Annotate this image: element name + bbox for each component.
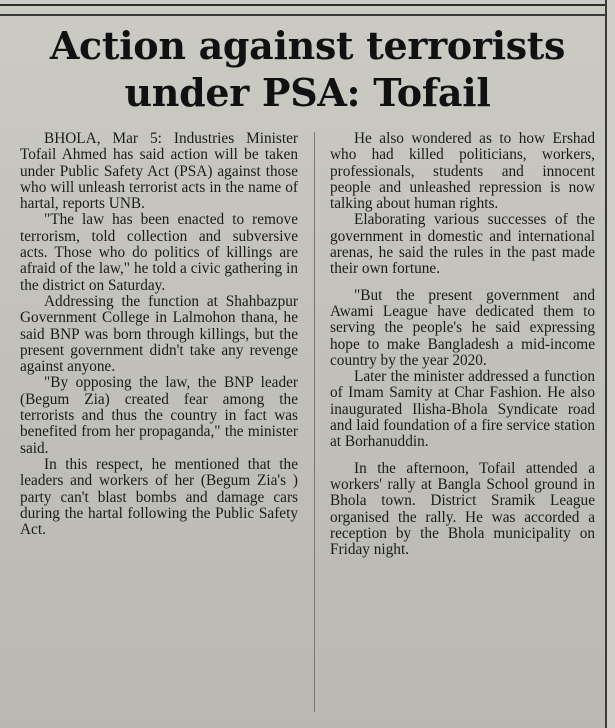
right-column bbox=[330, 131, 595, 558]
paragraph: In this respect, he mentioned that the leaders and workers of her (Begum Zia's ) party can't blast bombs and damage cars during the hartal following the Public Safety Act. bbox=[20, 455, 298, 539]
paragraph: He also wondered as to how Ershad who had killed politicians, workers, professionals, students and innocent people and unleashed repression is now talking about human rights. bbox=[330, 130, 595, 213]
paragraph: Addressing the function at Shahbazpur Government College in Lalmohon thana, he said BNP was born through killings, but the present government didn't take any revenge against anyone. bbox=[20, 292, 298, 376]
headline-line-2: under PSA: Tofail bbox=[124, 70, 491, 115]
paragraph: "But the present government and Awami League have dedicated them to serving the people's he said expressing hope to make Bangladesh a mid-income country by the year 2020. bbox=[330, 286, 595, 369]
headline-line-1: Action against terrorists bbox=[49, 23, 566, 68]
paragraph: "By opposing the law, the BNP leader (Begum Zia) created fear among the terrorists and thus the country in fact was benefited from her propaganda," the minister said. bbox=[20, 374, 298, 457]
paragraph: In the afternoon, Tofail attended a workers' rally at Bangla School ground in Bhola town. District Sramik League organised the rally. He was accorded a reception by the Bhola municipality on Friday night. bbox=[330, 459, 595, 559]
paragraph: BHOLA, Mar 5: Industries Minister Tofail Ahmed has said action will be taken under Public Safety Act (PSA) against those who will unleash terrorist acts in the name of hartal, reports UNB. bbox=[20, 130, 298, 213]
top-rule-line bbox=[0, 4, 615, 6]
left-column bbox=[20, 131, 298, 538]
paragraph: "The law has been enacted to remove terrorism, told collection and subversive acts. Those who do politics of killings are afraid of the law," he told a civic gathering in the district on Saturday. bbox=[20, 211, 298, 294]
paragraph: Later the minister addressed a function of Imam Samity at Char Fashion. He also inaugurated Ilisha-Bhola Syndicate road and laid foundation of a fire service station at Borhanuddin. bbox=[330, 368, 595, 451]
paragraph: Elaborating various successes of the government in domestic and international arenas, he said the rules in the past made their own fortune. bbox=[330, 211, 595, 278]
right-edge-strip bbox=[605, 0, 615, 728]
column-divider bbox=[314, 132, 315, 712]
article-headline bbox=[10, 22, 605, 116]
top-edge-rule bbox=[0, 0, 615, 16]
